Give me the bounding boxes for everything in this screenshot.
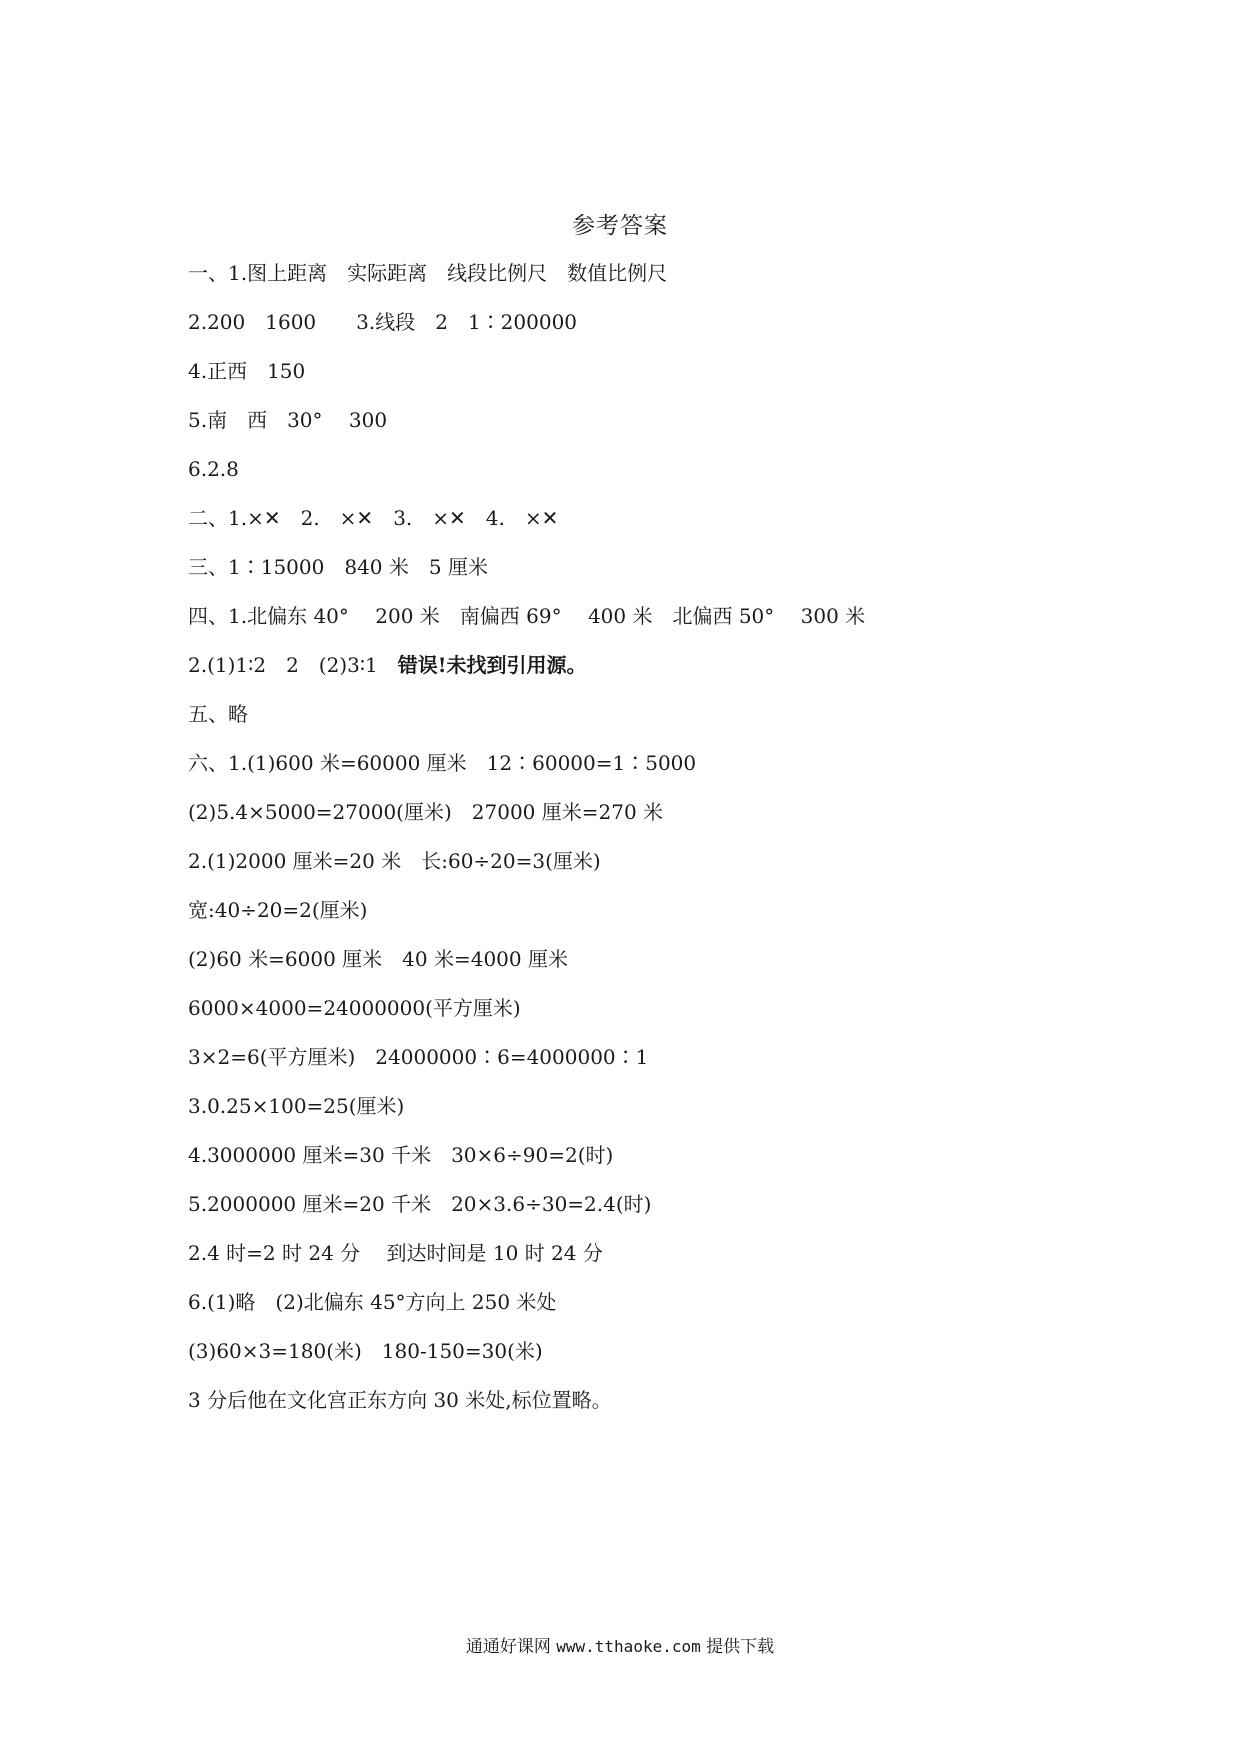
answer-line: 4.正西 150 bbox=[188, 359, 306, 383]
answer-line: (3)60×3=180(米) 180-150=30(米) bbox=[188, 1339, 543, 1363]
answer-line: (2)60 米=6000 厘米 40 米=4000 厘米 bbox=[188, 947, 568, 971]
footer-suffix: 提供下载 bbox=[706, 1637, 775, 1657]
answer-line: 5.2000000 厘米=20 千米 20×3.6÷30=2.4(时) bbox=[188, 1192, 652, 1216]
answer-line: 2.(1)1∶2 2 (2)3∶1 错误!未找到引用源。 bbox=[188, 653, 587, 677]
reference-error-text: 错误!未找到引用源。 bbox=[397, 653, 587, 677]
answer-line: 一、1.图上距离 实际距离 线段比例尺 数值比例尺 bbox=[188, 261, 668, 285]
footer-url: www.tthaoke.com bbox=[556, 1637, 701, 1656]
answer-line: 五、略 bbox=[188, 702, 248, 726]
answer-line: 6.2.8 bbox=[188, 457, 239, 481]
answer-line: 4.3000000 厘米=30 千米 30×6÷90=2(时) bbox=[188, 1143, 614, 1167]
answer-line: 6000×4000=24000000(平方厘米) bbox=[188, 996, 521, 1020]
answer-line: 宽:40÷20=2(厘米) bbox=[188, 898, 368, 922]
answer-line: 3×2=6(平方厘米) 24000000∶6=4000000∶1 bbox=[188, 1045, 649, 1069]
footer-site-name: 通通好课网 bbox=[465, 1637, 551, 1657]
answer-line: 二、1.×✕ 2. ×✕ 3. ×✕ 4. ×✕ bbox=[188, 506, 559, 530]
answer-line: 四、1.北偏东 40° 200 米 南偏西 69° 400 米 北偏西 50° 300 米 bbox=[188, 604, 866, 628]
page-title: 参考答案 bbox=[572, 213, 668, 239]
answer-line: 六、1.(1)600 米=60000 厘米 12∶60000=1∶5000 bbox=[188, 751, 697, 775]
answer-list bbox=[188, 258, 1148, 1434]
answer-line: 2.4 时=2 时 24 分 到达时间是 10 时 24 分 bbox=[188, 1241, 603, 1265]
answer-line: 6.(1)略 (2)北偏东 45°方向上 250 米处 bbox=[188, 1290, 557, 1314]
answer-line: 三、1∶15000 840 米 5 厘米 bbox=[188, 555, 488, 579]
answer-line: (2)5.4×5000=27000(厘米) 27000 厘米=270 米 bbox=[188, 800, 664, 824]
answer-line: 2.200 1600 3.线段 2 1∶200000 bbox=[188, 310, 578, 334]
answer-line: 3 分后他在文化宫正东方向 30 米处,标位置略。 bbox=[188, 1388, 612, 1412]
answer-line: 3.0.25×100=25(厘米) bbox=[188, 1094, 405, 1118]
page-footer bbox=[0, 1632, 1240, 1657]
answer-line: 5.南 西 30° 300 bbox=[188, 408, 388, 432]
answer-line: 2.(1)2000 厘米=20 米 长:60÷20=3(厘米) bbox=[188, 849, 601, 873]
